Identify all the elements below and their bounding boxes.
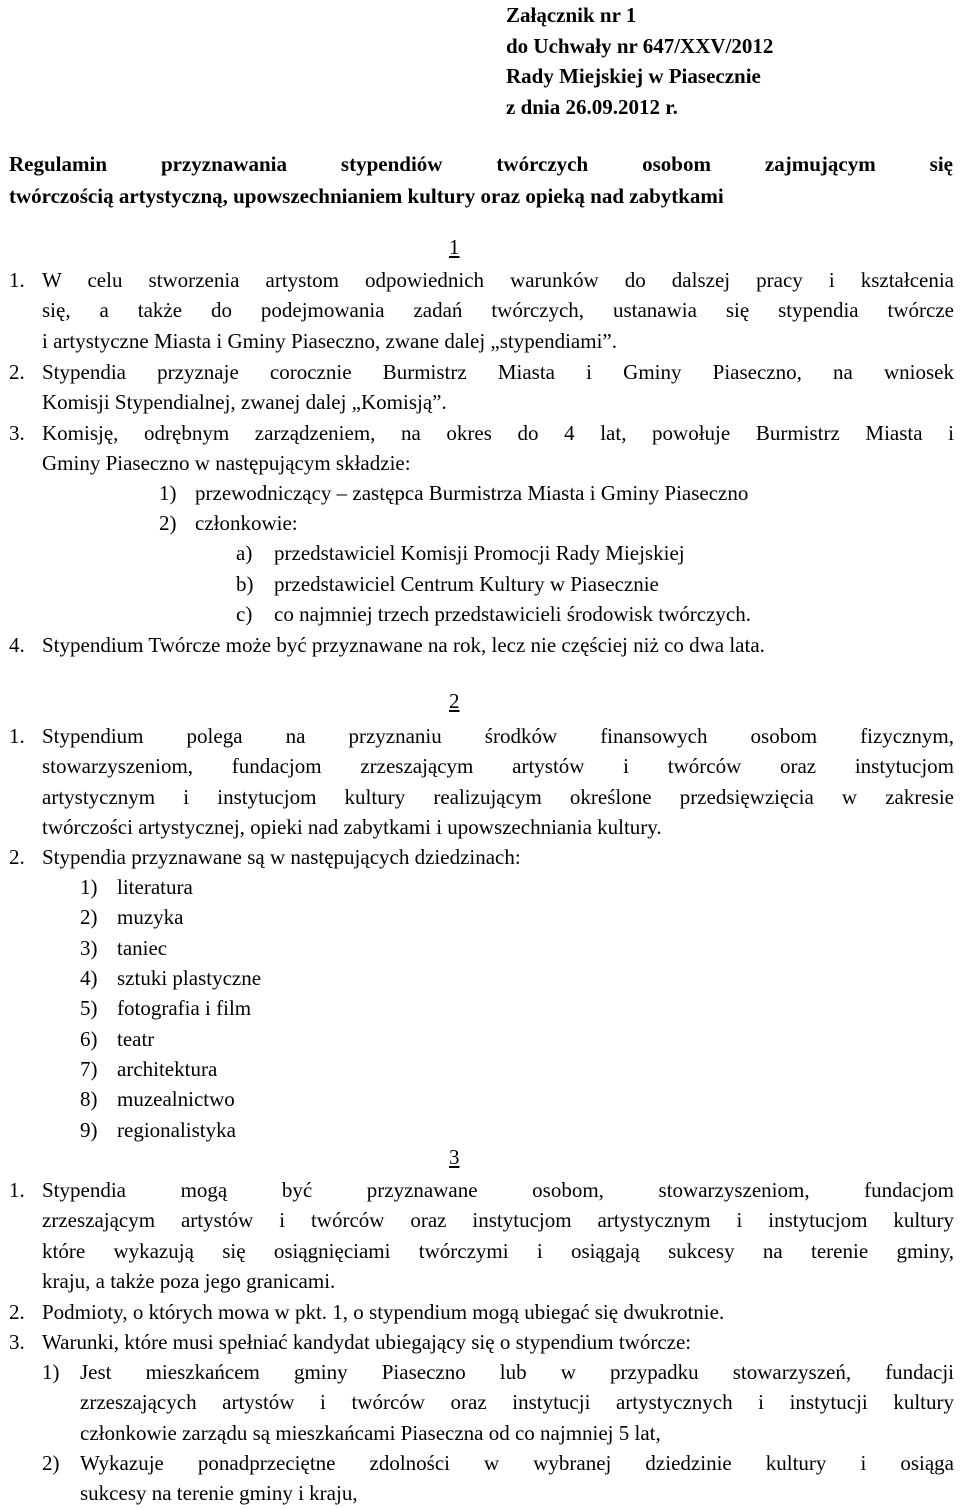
s1-p3-line: Gminy Piaseczno w następującym składzie: — [42, 451, 411, 476]
s1-p3-subitem-text: przedstawiciel Centrum Kultury w Piasecznie — [274, 572, 659, 596]
s1-p3-item-number: 1) — [159, 481, 177, 505]
s2-p2-text: Stypendia przyznawane są w następujących dziedzinach: — [42, 845, 521, 869]
s1-p1-text — [42, 265, 954, 356]
field-name: taniec — [117, 936, 168, 960]
field-name: sztuki plastyczne — [117, 966, 262, 990]
s1-p3-number: 3. — [9, 421, 25, 445]
s1-p1-line: się, a także do podejmowania zadań twórczych, ustanawia się stypendia twórcze — [42, 298, 954, 323]
s1-p2-text — [42, 357, 954, 418]
s2-p2-number: 2. — [9, 845, 25, 869]
field-name: muzealnictwo — [117, 1087, 235, 1111]
s2-p1-line: stowarzyszeniom, fundacjom zrzeszającym artystów i twórców oraz instytucjom — [42, 754, 954, 779]
field-number: 9) — [80, 1118, 98, 1142]
s3-p2-text: Podmioty, o których mowa w pkt. 1, o stypendium mogą ubiegać się dwukrotnie. — [42, 1300, 725, 1324]
condition-number: 2) — [42, 1451, 60, 1475]
s1-p1-line: W celu stworzenia artystom odpowiednich warunków do dalszej pracy i kształcenia — [42, 268, 954, 292]
attachment-header — [506, 0, 773, 122]
s1-p4-text: Stypendium Twórcze może być przyznawane na rok, lecz nie częściej niż co dwa lata. — [42, 633, 765, 657]
title-line-1: Regulamin przyznawania stypendiów twórczych osobom zajmującym się — [9, 152, 953, 176]
condition-line: sukcesy na terenie gminy i kraju, — [80, 1481, 358, 1506]
field-number: 1) — [80, 875, 98, 899]
section-2-heading: 2 — [449, 689, 460, 713]
s1-p3-subitem-text: przedstawiciel Komisji Promocji Rady Miejskiej — [274, 541, 685, 565]
s1-p1-number: 1. — [9, 268, 25, 292]
s1-p3-text — [42, 418, 954, 479]
condition-text — [80, 1448, 954, 1509]
s3-p1-line: zrzeszającym artystów i twórców oraz instytucjom artystycznym i instytucjom kultury — [42, 1208, 954, 1233]
field-name: architektura — [117, 1057, 218, 1081]
field-number: 4) — [80, 966, 98, 990]
s3-p1-text — [42, 1175, 954, 1296]
s2-p1-number: 1. — [9, 724, 25, 748]
s1-p3-item-number: 2) — [159, 511, 177, 535]
field-number: 3) — [80, 936, 98, 960]
s2-p1-text — [42, 721, 954, 842]
condition-number: 1) — [42, 1360, 60, 1384]
s2-p1-line: twórczości artystycznej, opieki nad zabytkami i upowszechniania kultury. — [42, 814, 662, 839]
s1-p3-subitem-text: co najmniej trzech przedstawicieli środowisk twórczych. — [274, 602, 751, 626]
field-name: regionalistyka — [117, 1118, 236, 1142]
s1-p3-subitem-letter: a) — [236, 541, 253, 565]
s1-p2-line: Stypendia przyznaje corocznie Burmistrz Miasta i Gminy Piaseczno, na wniosek — [42, 360, 954, 384]
header-line-2: do Uchwały nr 647/XXV/2012 — [506, 33, 774, 58]
condition-line: Wykazuje ponadprzeciętne zdolności w wybranej dziedzinie kultury i osiąga — [80, 1451, 954, 1475]
field-number: 2) — [80, 905, 98, 929]
condition-line: członkowie zarządu są mieszkańcami Piaseczna od co najmniej 5 lat, — [80, 1420, 661, 1445]
field-name: fotografia i film — [117, 996, 252, 1020]
document-title — [9, 148, 953, 212]
s3-p3-text: Warunki, które musi spełniać kandydat ubiegający się o stypendium twórcze: — [42, 1330, 692, 1354]
s3-p1-line: Stypendia mogą być przyznawane osobom, stowarzyszeniom, fundacjom — [42, 1178, 954, 1202]
field-name: literatura — [117, 875, 193, 899]
s1-p3-subitem-letter: b) — [236, 572, 254, 596]
title-line-2: twórczością artystyczną, upowszechnianiem kultury oraz opieką nad zabytkami — [9, 184, 724, 208]
s1-p3-subitem-letter: c) — [236, 602, 253, 626]
s2-p1-line: artystycznym i instytucjom kultury realizującym określone przedsięwzięcia w zakresie — [42, 784, 954, 809]
header-line-3: Rady Miejskiej w Piasecznie — [506, 64, 761, 89]
field-number: 8) — [80, 1087, 98, 1111]
s3-p2-number: 2. — [9, 1300, 25, 1324]
s1-p3-item-text: członkowie: — [195, 511, 298, 535]
s3-p3-number: 3. — [9, 1330, 25, 1354]
s1-p3-item-text: przewodniczący – zastępca Burmistrza Miasta i Gminy Piaseczno — [195, 481, 749, 505]
s1-p1-line: i artystyczne Miasta i Gminy Piaseczno, zwane dalej „stypendiami”. — [42, 328, 617, 353]
s3-p1-number: 1. — [9, 1178, 25, 1202]
s1-p2-number: 2. — [9, 360, 25, 384]
s3-p1-line: które wykazują się osiągnięciami twórczymi i osiągają sukcesy na terenie gminy, — [42, 1238, 954, 1263]
field-number: 7) — [80, 1057, 98, 1081]
header-line-1: Załącznik nr 1 — [506, 3, 637, 27]
s3-p1-line: kraju, a także poza jego granicami. — [42, 1268, 336, 1293]
s1-p3-line: Komisję, odrębnym zarządzeniem, na okres do 4 lat, powołuje Burmistrz Miasta i — [42, 421, 954, 445]
section-1-heading: 1 — [449, 235, 460, 259]
section-3-heading: 3 — [449, 1145, 460, 1169]
condition-line: Jest mieszkańcem gminy Piaseczno lub w przypadku stowarzyszeń, fundacji — [80, 1360, 954, 1384]
field-number: 5) — [80, 996, 98, 1020]
field-name: teatr — [117, 1027, 155, 1051]
field-name: muzyka — [117, 905, 184, 929]
condition-line: zrzeszających artystów i twórców oraz instytucji artystycznych i instytucji kultury — [80, 1390, 954, 1415]
field-number: 6) — [80, 1027, 98, 1051]
s1-p2-line: Komisji Stypendialnej, zwanej dalej „Komisją”. — [42, 390, 447, 415]
s1-p4-number: 4. — [9, 633, 25, 657]
header-line-4: z dnia 26.09.2012 r. — [506, 94, 678, 119]
s2-p1-line: Stypendium polega na przyznaniu środków finansowych osobom fizycznym, — [42, 724, 954, 748]
condition-text — [80, 1357, 954, 1448]
